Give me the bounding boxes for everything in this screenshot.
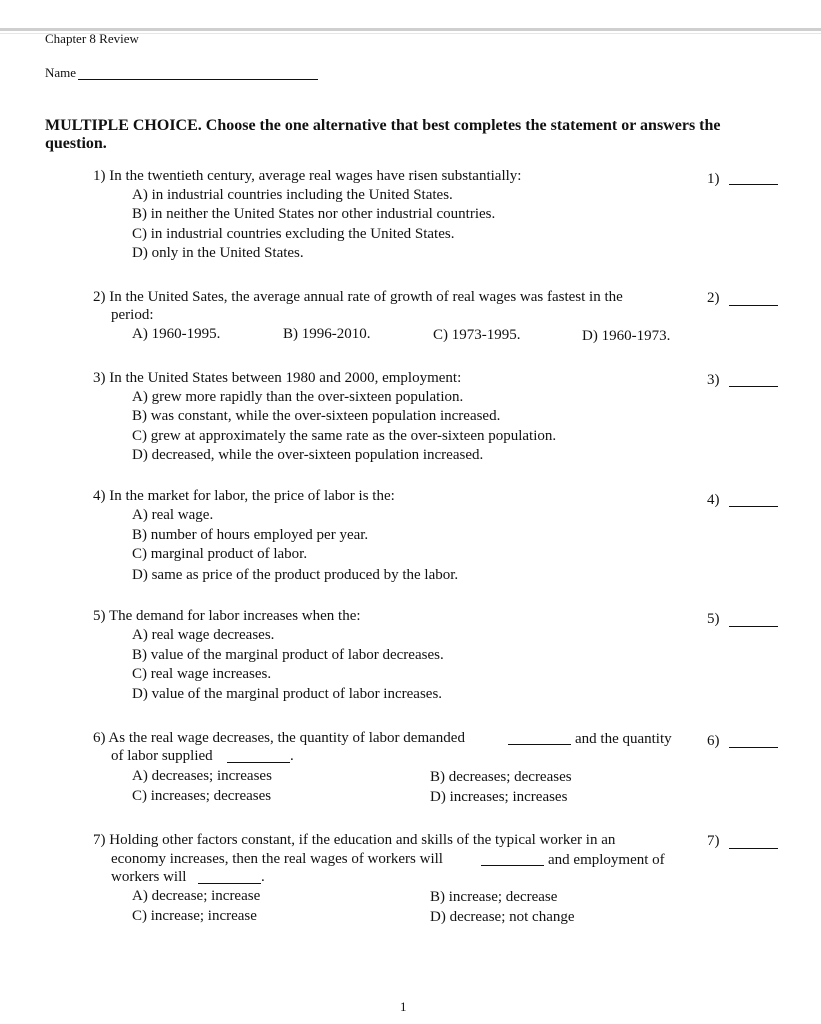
option-b[interactable]: B) decreases; decreases [430, 769, 572, 785]
answer-number: 7) [707, 833, 720, 849]
answer-blank[interactable] [729, 184, 778, 185]
option-d[interactable]: D) decreased, while the over-sixteen population increased. [132, 447, 484, 463]
fill-in-blank-demanded[interactable] [508, 744, 571, 745]
instructions-line-1: MULTIPLE CHOICE. Choose the one alternative that best completes the statement or answers the [45, 117, 721, 134]
answer-number: 2) [707, 290, 720, 306]
answer-blank[interactable] [729, 848, 778, 849]
answer-blank[interactable] [729, 506, 778, 507]
chapter-title: Chapter 8 Review [45, 31, 139, 46]
question-stem-cont: economy increases, then the real wages of workers will [111, 851, 443, 867]
answer-blank[interactable] [729, 386, 778, 387]
question-stem: 5) The demand for labor increases when the: [93, 608, 361, 624]
answer-blank[interactable] [729, 626, 778, 627]
question-stem-cont: period: [111, 307, 154, 323]
option-d[interactable]: D) decrease; not change [430, 909, 575, 925]
option-b[interactable]: B) in neither the United States nor other industrial countries. [132, 206, 496, 222]
option-a[interactable]: A) grew more rapidly than the over-sixteen population. [132, 389, 464, 405]
option-b[interactable]: B) was constant, while the over-sixteen population increased. [132, 408, 501, 424]
option-d[interactable]: D) 1960-1973. [582, 328, 671, 344]
question-stem-period: . [290, 748, 294, 764]
name-label: Name [45, 65, 77, 80]
option-a[interactable]: A) real wage. [132, 507, 214, 523]
answer-number: 4) [707, 492, 720, 508]
option-d[interactable]: D) value of the marginal product of labor increases. [132, 686, 443, 702]
fill-in-blank-wages[interactable] [481, 865, 544, 866]
option-b[interactable]: B) 1996-2010. [283, 326, 371, 342]
name-field-line[interactable] [78, 79, 318, 80]
question-stem: 3) In the United States between 1980 and 2000, employment: [93, 370, 462, 386]
question-stem-part: and the quantity [575, 731, 672, 747]
option-c[interactable]: C) 1973-1995. [433, 327, 521, 343]
answer-number: 3) [707, 372, 720, 388]
question-stem-period: . [261, 869, 265, 885]
option-c[interactable]: C) increases; decreases [132, 788, 272, 804]
option-a[interactable]: A) decrease; increase [132, 888, 261, 904]
option-a[interactable]: A) real wage decreases. [132, 627, 275, 643]
option-c[interactable]: C) increase; increase [132, 908, 257, 924]
option-d[interactable]: D) increases; increases [430, 789, 568, 805]
option-b[interactable]: B) number of hours employed per year. [132, 527, 369, 543]
instructions-line-2: question. [45, 135, 107, 152]
option-b[interactable]: B) value of the marginal product of labor decreases. [132, 647, 444, 663]
fill-in-blank-supplied[interactable] [227, 762, 290, 763]
option-c[interactable]: C) in industrial countries excluding the United States. [132, 226, 455, 242]
answer-blank[interactable] [729, 305, 778, 306]
option-c[interactable]: C) real wage increases. [132, 666, 272, 682]
option-a[interactable]: A) in industrial countries including the United States. [132, 187, 453, 203]
question-stem: 6) As the real wage decreases, the quantity of labor demanded [93, 730, 465, 746]
question-stem: 7) Holding other factors constant, if the education and skills of the typical worker in an [93, 832, 616, 848]
question-stem-cont-2: workers will [111, 869, 187, 885]
option-d[interactable]: D) only in the United States. [132, 245, 304, 261]
option-a[interactable]: A) decreases; increases [132, 768, 272, 784]
option-c[interactable]: C) grew at approximately the same rate as the over-sixteen population. [132, 428, 557, 444]
question-stem-part: and employment of [548, 852, 665, 868]
answer-number: 1) [707, 171, 720, 187]
answer-number: 6) [707, 733, 720, 749]
option-b[interactable]: B) increase; decrease [430, 889, 558, 905]
answer-blank[interactable] [729, 747, 778, 748]
option-c[interactable]: C) marginal product of labor. [132, 546, 308, 562]
fill-in-blank-employment[interactable] [198, 883, 261, 884]
option-a[interactable]: A) 1960-1995. [132, 326, 221, 342]
question-stem: 4) In the market for labor, the price of labor is the: [93, 488, 395, 504]
question-stem: 1) In the twentieth century, average real wages have risen substantially: [93, 168, 522, 184]
page-number: 1 [400, 999, 407, 1014]
answer-number: 5) [707, 611, 720, 627]
question-stem: 2) In the United Sates, the average annual rate of growth of real wages was fastest in the [93, 289, 623, 305]
question-stem-cont: of labor supplied [111, 748, 213, 764]
option-d[interactable]: D) same as price of the product produced by the labor. [132, 567, 459, 583]
